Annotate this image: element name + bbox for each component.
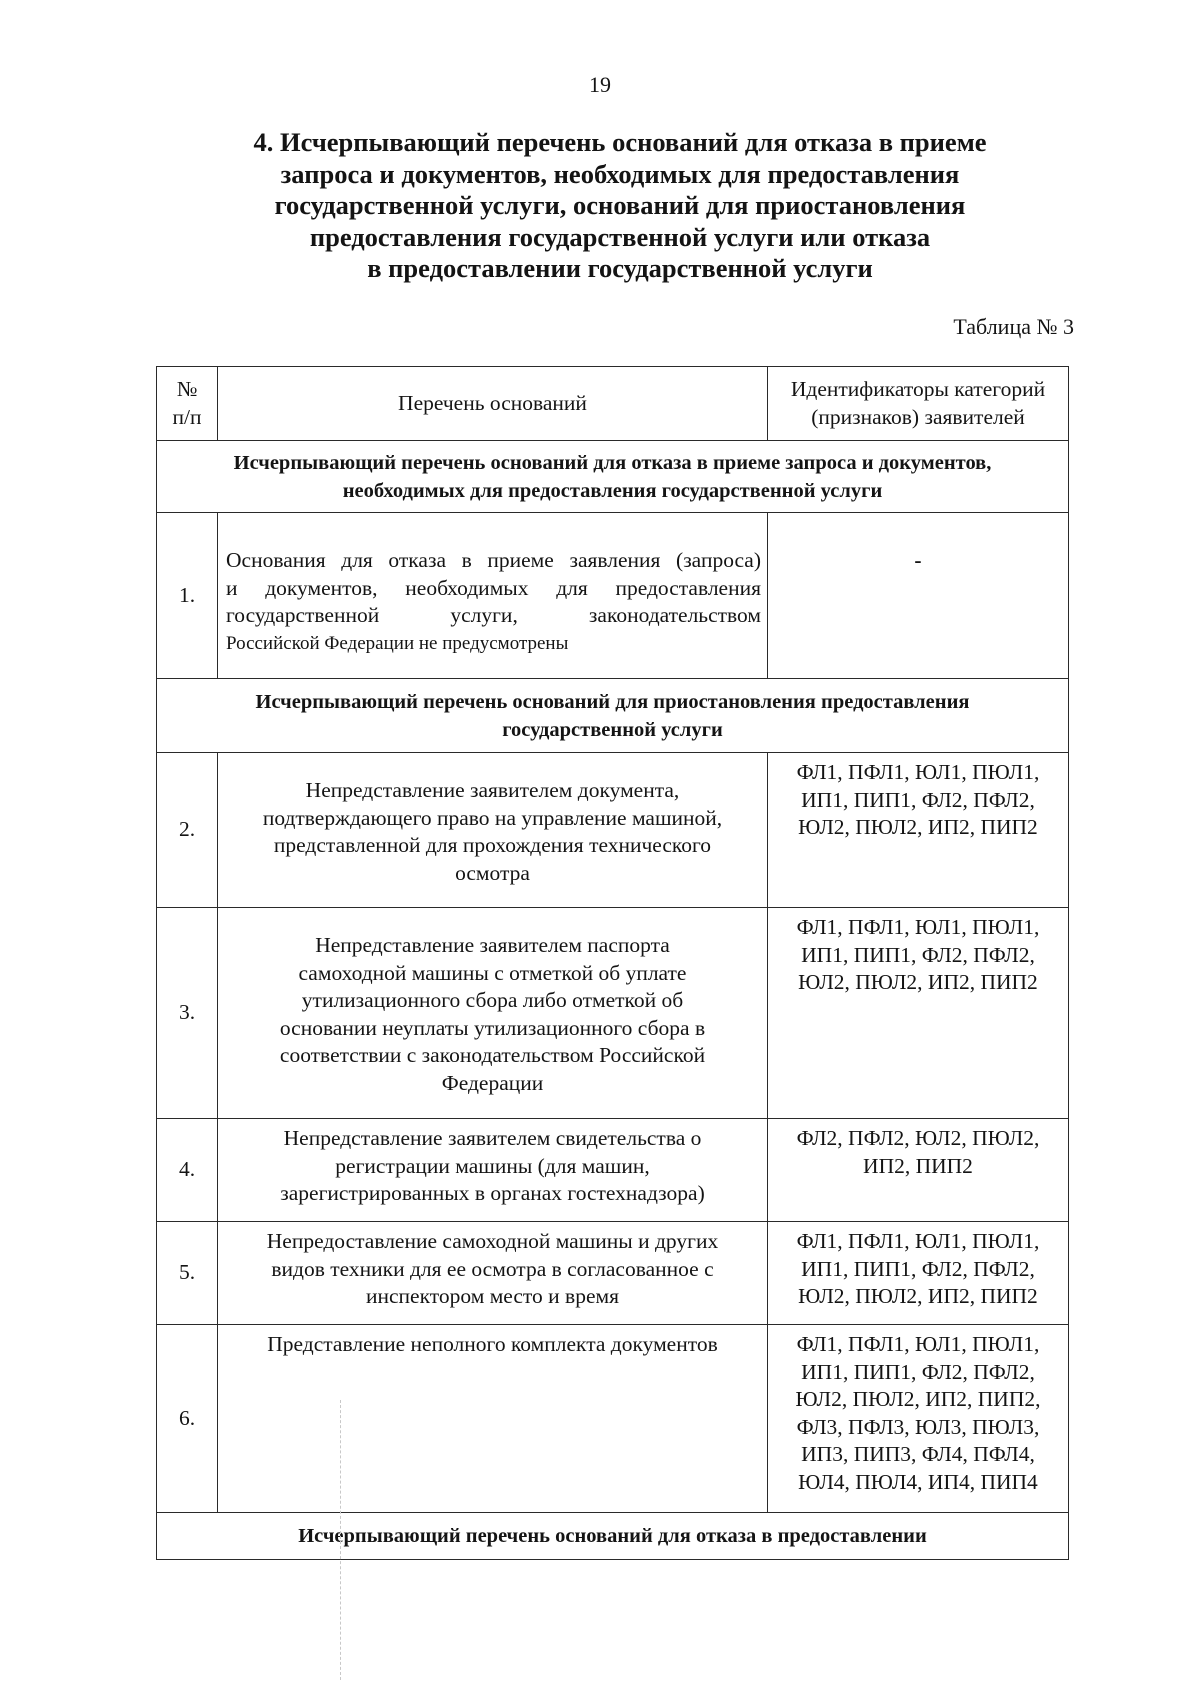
header-ids-line: (признаков) заявителей (811, 404, 1025, 429)
ids-line: ЮЛ2, ПЮЛ2, ИП2, ПИП2 (798, 970, 1038, 994)
header-number-cell (157, 367, 218, 441)
table-row (157, 908, 1069, 1119)
ids-line: ИП2, ПИП2 (863, 1153, 973, 1178)
section-row (157, 679, 1069, 753)
reason-cell (218, 1325, 768, 1513)
section-row (157, 1513, 1069, 1560)
ids-line: ЮЛ2, ПЮЛ2, ИП2, ПИП2 (798, 815, 1038, 839)
header-ids-line: Идентификаторы категорий (790, 377, 1046, 401)
reason-line: Непредставление заявителем свидетельства о (283, 1126, 702, 1150)
section-row (157, 441, 1069, 513)
reason-line: регистрации машины (для машин, (335, 1153, 650, 1178)
ids-line: ЮЛ2, ПЮЛ2, ИП2, ПИП2 (798, 1284, 1038, 1308)
table-row (157, 1222, 1069, 1325)
section-title-line: Исчерпывающий перечень оснований для отказа в приеме запроса и документов, (233, 451, 992, 474)
reason-line: основании неуплаты утилизационного сбора в (279, 1015, 706, 1040)
table-header-row (157, 367, 1069, 441)
reason-line: государственной услуги, законодательством (226, 603, 761, 627)
reason-line: зарегистрированных в органах гостехнадзора) (280, 1181, 705, 1205)
ids-line: ФЛ3, ПФЛ3, ЮЛ3, ПЮЛ3, (796, 1414, 1040, 1439)
section-title-line: Исчерпывающий перечень оснований для приостановления предоставления (255, 690, 970, 713)
reason-line: Федерации (441, 1070, 544, 1095)
ids-line: ЮЛ4, ПЮЛ4, ИП4, ПИП4 (798, 1469, 1038, 1494)
ids-cell (768, 908, 1069, 1119)
ids-line: ФЛ1, ПФЛ1, ЮЛ1, ПЮЛ1, (796, 915, 1040, 939)
reason-line: утилизационного сбора либо отметкой об (301, 988, 684, 1012)
reason-cell (218, 753, 768, 908)
reason-line: представленной для прохождения технического (273, 833, 712, 857)
ids-line: ФЛ1, ПФЛ1, ЮЛ1, ПЮЛ1, (796, 760, 1040, 784)
ids-line: ФЛ1, ПФЛ1, ЮЛ1, ПЮЛ1, (796, 1229, 1040, 1253)
header-number-line: п/п (172, 404, 202, 429)
heading-line: предоставления государственной услуги или отказа (309, 221, 931, 252)
reason-line: Непредставление заявителем документа, (305, 778, 680, 802)
ids-cell (768, 753, 1069, 908)
header-number-line: № (176, 377, 198, 401)
ids-empty-dash: - (914, 548, 922, 572)
ids-line: ФЛ2, ПФЛ2, ЮЛ2, ПЮЛ2, (796, 1126, 1040, 1150)
reason-line: видов техники для ее осмотра в согласованное с (271, 1256, 714, 1281)
reason-cell (218, 1119, 768, 1222)
header-reasons-cell: Перечень оснований (218, 367, 768, 441)
reason-line: инспектором место и время (366, 1284, 619, 1308)
row-number: 4. (157, 1119, 218, 1222)
section-title-line: государственной услуги (502, 718, 723, 741)
reason-line: Основания для отказа в приеме заявления (запроса) (226, 548, 761, 572)
reason-line: Представление неполного комплекта документов (267, 1332, 718, 1356)
ids-cell (768, 1119, 1069, 1222)
reason-line: Непредоставление самоходной машины и других (266, 1229, 719, 1253)
reason-line: Российской Федерации не предусмотрены (226, 632, 569, 654)
table-row (157, 1325, 1069, 1513)
ids-cell (768, 1325, 1069, 1513)
scan-artifact-line (340, 1400, 341, 1680)
heading-line: государственной услуги, оснований для приостановления (274, 190, 966, 220)
reason-line: соответствии с законодательством Российской (279, 1043, 706, 1067)
grounds-table (156, 366, 1069, 1560)
row-number: 6. (157, 1325, 218, 1513)
section-heading (170, 127, 1070, 285)
ids-cell (768, 1222, 1069, 1325)
header-ids-cell (768, 367, 1069, 441)
reason-line: и документов, необходимых для предоставления (226, 575, 761, 600)
reason-cell (218, 1222, 768, 1325)
section-title (157, 441, 1069, 513)
ids-line: ФЛ1, ПФЛ1, ЮЛ1, ПЮЛ1, (796, 1332, 1040, 1356)
table-row (157, 1119, 1069, 1222)
ids-cell (768, 513, 1069, 679)
reason-line: осмотра (455, 860, 530, 885)
ids-line: ЮЛ2, ПЮЛ2, ИП2, ПИП2, (795, 1387, 1041, 1411)
ids-line: ИП1, ПИП1, ФЛ2, ПФЛ2, (801, 1256, 1035, 1281)
ids-line: ИП1, ПИП1, ФЛ2, ПФЛ2, (801, 787, 1035, 812)
section-title (157, 1513, 1069, 1560)
row-number: 3. (157, 908, 218, 1119)
section-title-line: Исчерпывающий перечень оснований для отказа в предоставлении (298, 1525, 927, 1547)
table-row (157, 513, 1069, 679)
heading-line: в предоставлении государственной услуги (367, 253, 873, 283)
page-number: 19 (589, 72, 611, 97)
reason-cell (218, 513, 768, 679)
reason-line: подтверждающего право на управление машиной, (262, 805, 723, 830)
reason-line: Непредставление заявителем паспорта (315, 933, 670, 957)
reason-cell (218, 908, 768, 1119)
section-title-line: необходимых для предоставления государственной услуги (342, 479, 883, 502)
section-title (157, 679, 1069, 753)
ids-line: ИП1, ПИП1, ФЛ2, ПФЛ2, (801, 942, 1035, 967)
reason-line: самоходной машины с отметкой об уплате (298, 960, 687, 985)
table-label: Таблица № 3 (953, 314, 1074, 339)
row-number: 2. (157, 753, 218, 908)
table-row (157, 753, 1069, 908)
row-number: 5. (157, 1222, 218, 1325)
ids-line: ИП1, ПИП1, ФЛ2, ПФЛ2, (801, 1359, 1035, 1384)
heading-line: 4. Исчерпывающий перечень оснований для отказа в приеме (253, 127, 987, 157)
ids-line: ИП3, ПИП3, ФЛ4, ПФЛ4, (801, 1442, 1035, 1466)
heading-line: запроса и документов, необходимых для предоставления (280, 158, 960, 189)
row-number: 1. (157, 513, 218, 679)
